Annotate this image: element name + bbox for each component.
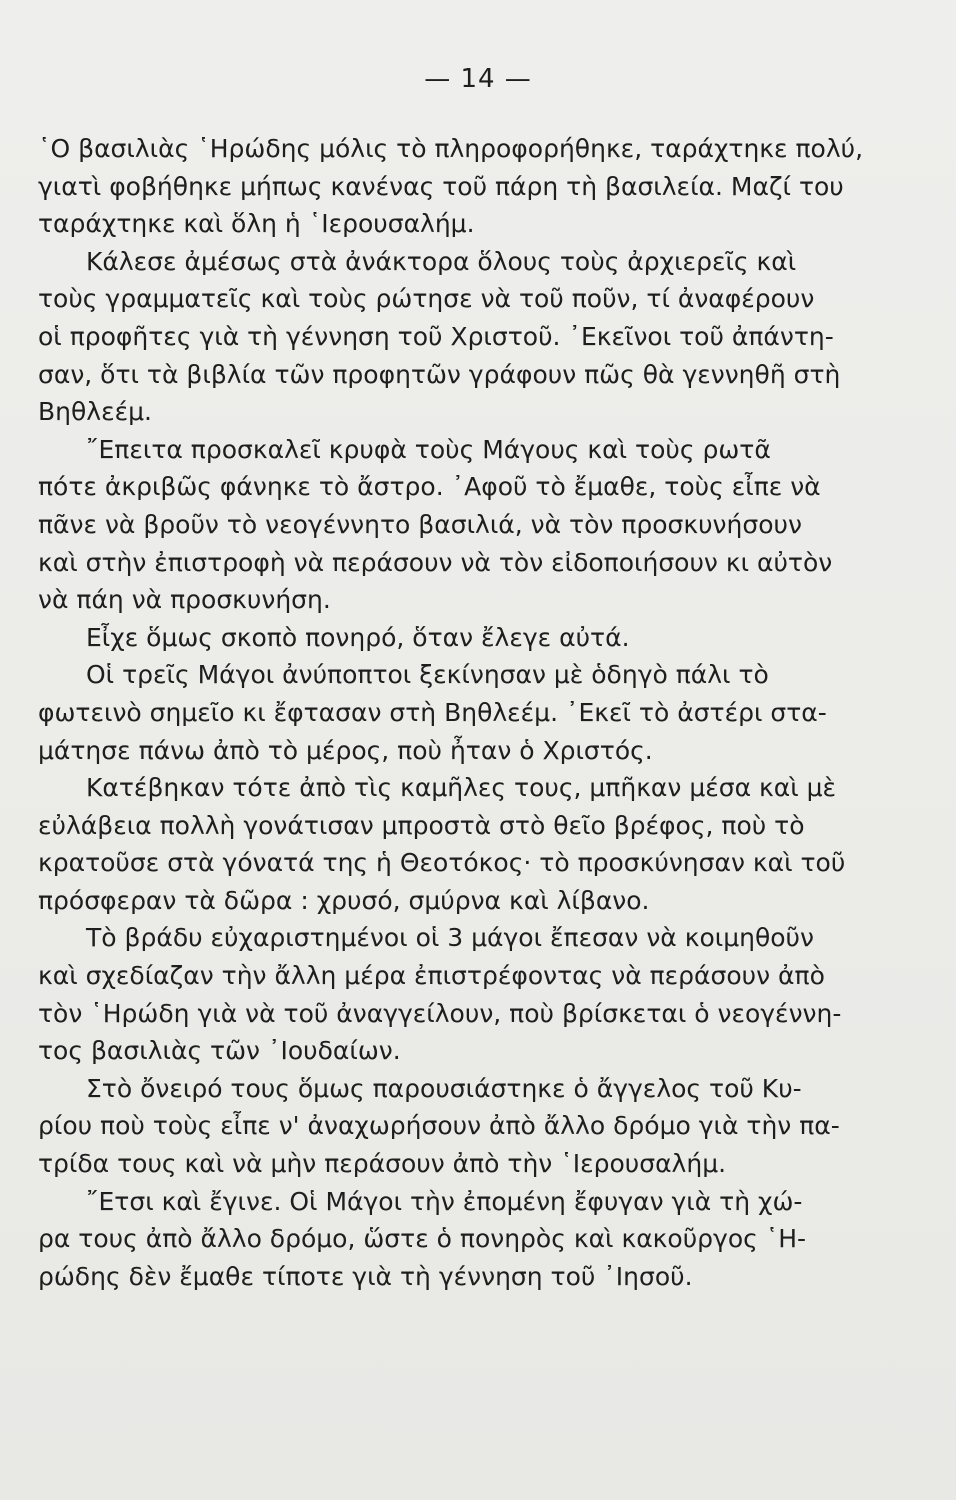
text-line: νὰ πάη νὰ προσκυνήση. — [38, 585, 331, 615]
text-line: τος βασιλιὰς τῶν ᾿Ιουδαίων. — [38, 1036, 401, 1066]
text-line: Κατέβηκαν τότε ἀπὸ τὶς καμῆλες τους, μπῆκαν μέσα καὶ μὲ — [86, 773, 837, 803]
text-line: σαν, ὅτι τὰ βιβλία τῶν προφητῶν γράφουν πῶς θὰ γεννηθῆ στὴ — [38, 359, 841, 389]
text-line: καὶ σχεδίαζαν τὴν ἄλλη μέρα ἐπιστρέφοντας νὰ περάσουν ἀπὸ — [38, 961, 825, 991]
text-line: ῾Ο βασιλιὰς ῾Ηρώδης μόλις τὸ πληροφορήθηκε, ταράχτηκε πολύ, — [38, 134, 864, 163]
text-line: τὸν ῾Ηρώδη γιὰ νὰ τοῦ ἀναγγείλουν, ποὺ βρίσκεται ὁ νεογέννη- — [38, 998, 842, 1028]
body-text — [38, 130, 898, 1295]
text-line: μάτησε πάνω ἀπὸ τὸ μέρος, ποὺ ἦταν ὁ Χριστός. — [38, 735, 653, 765]
text-line: πότε ἀκριβῶς φάνηκε τὸ ἄστρο. ᾿Αφοῦ τὸ ἔμαθε, τοὺς εἶπε νὰ — [38, 472, 821, 502]
text-line: οἱ προφῆτες γιὰ τὴ γέννηση τοῦ Χριστοῦ. ᾿Εκεῖνοι τοῦ ἀπάντη- — [38, 321, 834, 351]
text-line: φωτεινὸ σημεῖο κι ἔφτασαν στὴ Βηθλεέμ. ᾿Εκεῖ τὸ ἀστέρι στα- — [38, 697, 827, 727]
text-line: πρόσφεραν τὰ δῶρα : χρυσό, σμύρνα καὶ λίβανο. — [38, 885, 650, 915]
text-line: Εἶχε ὅμως σκοπὸ πονηρό, ὅταν ἔλεγε αὐτά. — [86, 622, 630, 652]
text-line: γιατὶ φοβήθηκε μήπως κανένας τοῦ πάρη τὴ βασιλεία. Μαζί του — [38, 171, 844, 201]
text-line: ῎Ετσι καὶ ἔγινε. Οἱ Μάγοι τὴν ἐπομένη ἔφυγαν γιὰ τὴ χώ- — [86, 1186, 803, 1216]
text-line: τοὺς γραμματεῖς καὶ τοὺς ρώτησε νὰ τοῦ ποῦν, τί ἀναφέρουν — [38, 284, 815, 314]
text-line: Κάλεσε ἀμέσως στὰ ἀνάκτορα ὅλους τοὺς ἀρχιερεῖς καὶ — [86, 246, 797, 276]
text-line: εὐλάβεια πολλὴ γονάτισαν μπροστὰ στὸ θεῖο βρέφος, ποὺ τὸ — [38, 810, 805, 840]
page-number: — 14 — — [424, 64, 532, 94]
text-line: Οἱ τρεῖς Μάγοι ἀνύποπτοι ξεκίνησαν μὲ ὁδηγὸ πάλι τὸ — [86, 660, 769, 690]
text-line: ρίου ποὺ τοὺς εἶπε ν' ἀναχωρήσουν ἀπὸ ἄλλο δρόμο γιὰ τὴν πα- — [38, 1111, 840, 1141]
text-line: τρίδα τους καὶ νὰ μὴν περάσουν ἀπὸ τὴν ῾Ιερουσαλήμ. — [38, 1149, 727, 1179]
text-line: ρα τους ἀπὸ ἄλλο δρόμο, ὥστε ὁ πονηρὸς καὶ κακοῦργος ῾Η- — [38, 1224, 807, 1254]
text-line: Τὸ βράδυ εὐχαριστημένοι οἱ 3 μάγοι ἔπεσαν νὰ κοιμηθοῦν — [86, 923, 814, 953]
text-line: Βηθλεέμ. — [38, 397, 152, 427]
text-line: καὶ στὴν ἐπιστροφὴ νὰ περάσουν νὰ τὸν εἰδοποιήσουν κι αὐτὸν — [38, 547, 833, 577]
text-line: κρατοῦσε στὰ γόνατά της ἡ Θεοτόκος· τὸ προσκύνησαν καὶ τοῦ — [38, 848, 846, 878]
text-line: Στὸ ὄνειρό τους ὅμως παρουσιάστηκε ὁ ἄγγελος τοῦ Κυ- — [86, 1073, 802, 1103]
text-line: ρώδης δὲν ἔμαθε τίποτε γιὰ τὴ γέννηση τοῦ ᾿Ιησοῦ. — [38, 1261, 693, 1291]
text-line: πᾶνε νὰ βροῦν τὸ νεογέννητο βασιλιά, νὰ τὸν προσκυνήσουν — [38, 509, 802, 539]
text-line: ῎Επειτα προσκαλεῖ κρυφὰ τοὺς Μάγους καὶ τοὺς ρωτᾶ — [86, 434, 771, 464]
text-line: ταράχτηκε καὶ ὅλη ἡ ῾Ιερουσαλήμ. — [38, 209, 475, 239]
